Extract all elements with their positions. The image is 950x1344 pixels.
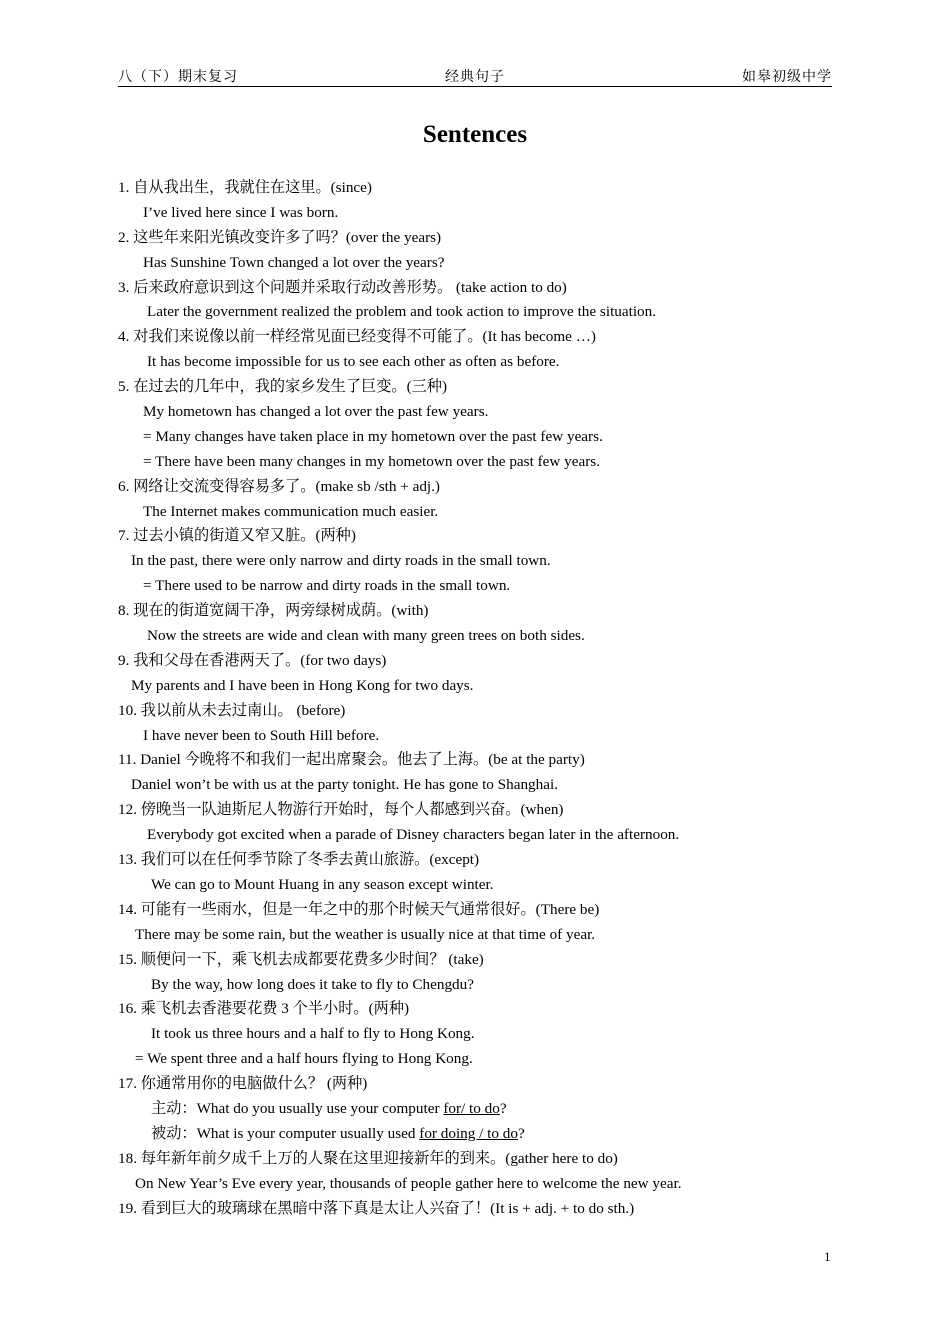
sentence-line xyxy=(0,699,950,724)
sentence-line xyxy=(0,848,950,873)
sentence-line xyxy=(0,948,950,973)
sentence-line xyxy=(0,748,950,773)
page-header xyxy=(118,64,832,87)
line-text: 16. 乘飞机去香港要花费 3 个半小时。(两种) xyxy=(118,1000,410,1018)
line-text: 11. Daniel 今晚将不和我们一起出席聚会。他去了上海。(be at the party) xyxy=(118,751,585,769)
sentence-line xyxy=(0,475,950,500)
line-text: 6. 网络让交流变得容易多了。(make sb /sth + adj.) xyxy=(118,477,440,495)
line-text: I have never been to South Hill before. xyxy=(143,726,380,744)
sentence-line xyxy=(0,226,950,251)
line-text: 10. 我以前从未去过南山。 (before) xyxy=(118,701,346,719)
sentence-line xyxy=(0,276,950,301)
sentence-line xyxy=(0,1172,950,1197)
line-text: = Many changes have taken place in my hometown over the past few years. xyxy=(143,427,603,445)
line-text: ? xyxy=(517,1124,525,1142)
header-left-text: 八（下）期末复习 xyxy=(118,69,238,85)
sentence-line xyxy=(0,997,950,1022)
sentence-line xyxy=(0,649,950,674)
sentence-line xyxy=(0,1147,950,1172)
header-right-text: 如皋初级中学 xyxy=(742,69,832,85)
sentence-line xyxy=(0,251,950,276)
line-text: 主动：What do you usually use your computer xyxy=(151,1099,444,1117)
line-text: On New Year’s Eve every year, thousands of people gather here to welcome the new year. xyxy=(135,1174,682,1192)
sentence-line xyxy=(0,1072,950,1097)
line-text: Has Sunshine Town changed a lot over the years? xyxy=(143,253,445,271)
line-text: We can go to Mount Huang in any season except winter. xyxy=(151,875,494,893)
line-text: Everybody got excited when a parade of Disney characters began later in the afternoon. xyxy=(147,826,680,844)
sentence-line xyxy=(0,624,950,649)
sentence-line xyxy=(0,1122,950,1147)
line-text: There may be some rain, but the weather is usually nice at that time of year. xyxy=(135,925,596,943)
sentence-line xyxy=(0,773,950,798)
page-title: Sentences xyxy=(422,121,528,148)
sentence-line xyxy=(0,798,950,823)
sentence-line xyxy=(0,176,950,201)
line-text: 12. 傍晚当一队迪斯尼人物游行开始时，每个人都感到兴奋。(when) xyxy=(118,801,564,819)
sentence-line xyxy=(0,350,950,375)
line-text: = There used to be narrow and dirty roads in the small town. xyxy=(143,577,511,595)
sentence-line xyxy=(0,524,950,549)
sentence-line xyxy=(0,375,950,400)
sentence-line xyxy=(0,450,950,475)
line-text: Later the government realized the problem and took action to improve the situation. xyxy=(147,303,657,321)
sentence-line xyxy=(0,873,950,898)
line-text: 3. 后来政府意识到这个问题并采取行动改善形势。 (take action to do) xyxy=(118,278,567,296)
sentence-line xyxy=(0,549,950,574)
line-text: 9. 我和父母在香港两天了。(for two days) xyxy=(118,651,387,669)
sentence-line xyxy=(0,898,950,923)
line-text: 7. 过去小镇的街道又窄又脏。(两种) xyxy=(118,527,356,545)
line-text: 13. 我们可以在任何季节除了冬季去黄山旅游。(except) xyxy=(118,851,480,869)
underlined-text: for doing / to do xyxy=(419,1124,518,1142)
line-text: My hometown has changed a lot over the past few years. xyxy=(143,403,489,421)
line-text: 4. 对我们来说像以前一样经常见面已经变得不可能了。(It has become …) xyxy=(118,328,596,346)
line-text: 14. 可能有一些雨水，但是一年之中的那个时候天气通常很好。(There be) xyxy=(118,900,600,918)
line-text: I’ve lived here since I was born. xyxy=(143,203,339,221)
line-text: My parents and I have been in Hong Kong for two days. xyxy=(131,676,474,694)
line-text: By the way, how long does it take to fly to Chengdu? xyxy=(151,975,474,993)
line-text: 15. 顺便问一下，乘飞机去成都要花费多少时间？ (take) xyxy=(118,950,484,968)
sentence-line xyxy=(0,300,950,325)
line-text: 17. 你通常用你的电脑做什么？ (两种) xyxy=(118,1075,368,1093)
line-text: 8. 现在的街道宽阔干净，两旁绿树成荫。(with) xyxy=(118,602,429,620)
sentence-line xyxy=(0,400,950,425)
underlined-text: for/ to do xyxy=(443,1099,500,1117)
sentence-line xyxy=(0,574,950,599)
line-text: 2. 这些年来阳光镇改变许多了吗？(over the years) xyxy=(118,228,442,246)
sentence-list xyxy=(0,176,950,1221)
line-text: It has become impossible for us to see each other as often as before. xyxy=(147,353,560,371)
line-text: 1. 自从我出生，我就住在这里。(since) xyxy=(118,179,372,196)
line-text: Now the streets are wide and clean with many green trees on both sides. xyxy=(147,627,585,645)
line-text: The Internet makes communication much easier. xyxy=(143,502,439,520)
line-text: Daniel won’t be with us at the party tonight. He has gone to Shanghai. xyxy=(131,776,558,794)
line-text: 5. 在过去的几年中，我的家乡发生了巨变。(三种) xyxy=(118,378,448,396)
sentence-line xyxy=(0,599,950,624)
sentence-line xyxy=(0,973,950,998)
sentence-line xyxy=(0,425,950,450)
sentence-line xyxy=(0,823,950,848)
sentence-line xyxy=(0,1197,950,1222)
line-text: It took us three hours and a half to fly to Hong Kong. xyxy=(151,1025,475,1043)
line-text: In the past, there were only narrow and dirty roads in the small town. xyxy=(131,552,551,570)
sentence-line xyxy=(0,1097,950,1122)
line-text: = We spent three and a half hours flying to Hong Kong. xyxy=(135,1050,473,1068)
page-number: 1 xyxy=(824,1249,831,1264)
sentence-line xyxy=(0,1022,950,1047)
sentence-line xyxy=(0,674,950,699)
sentence-line xyxy=(0,201,950,226)
line-text: 18. 每年新年前夕成千上万的人聚在这里迎接新年的到来。(gather here to do) xyxy=(118,1149,618,1167)
sentence-line xyxy=(0,500,950,525)
sentence-line xyxy=(0,923,950,948)
sentence-line xyxy=(0,325,950,350)
line-text: = There have been many changes in my hometown over the past few years. xyxy=(143,452,601,470)
sentence-line xyxy=(0,724,950,749)
sentence-line xyxy=(0,1047,950,1072)
line-text: 19. 看到巨大的玻璃球在黑暗中落下真是太让人兴奋了！(It is + adj. + to do sth.) xyxy=(118,1199,635,1217)
line-text: 被动：What is your computer usually used xyxy=(151,1124,420,1142)
header-center-text: 经典句子 xyxy=(445,69,505,85)
line-text: ? xyxy=(499,1099,507,1117)
